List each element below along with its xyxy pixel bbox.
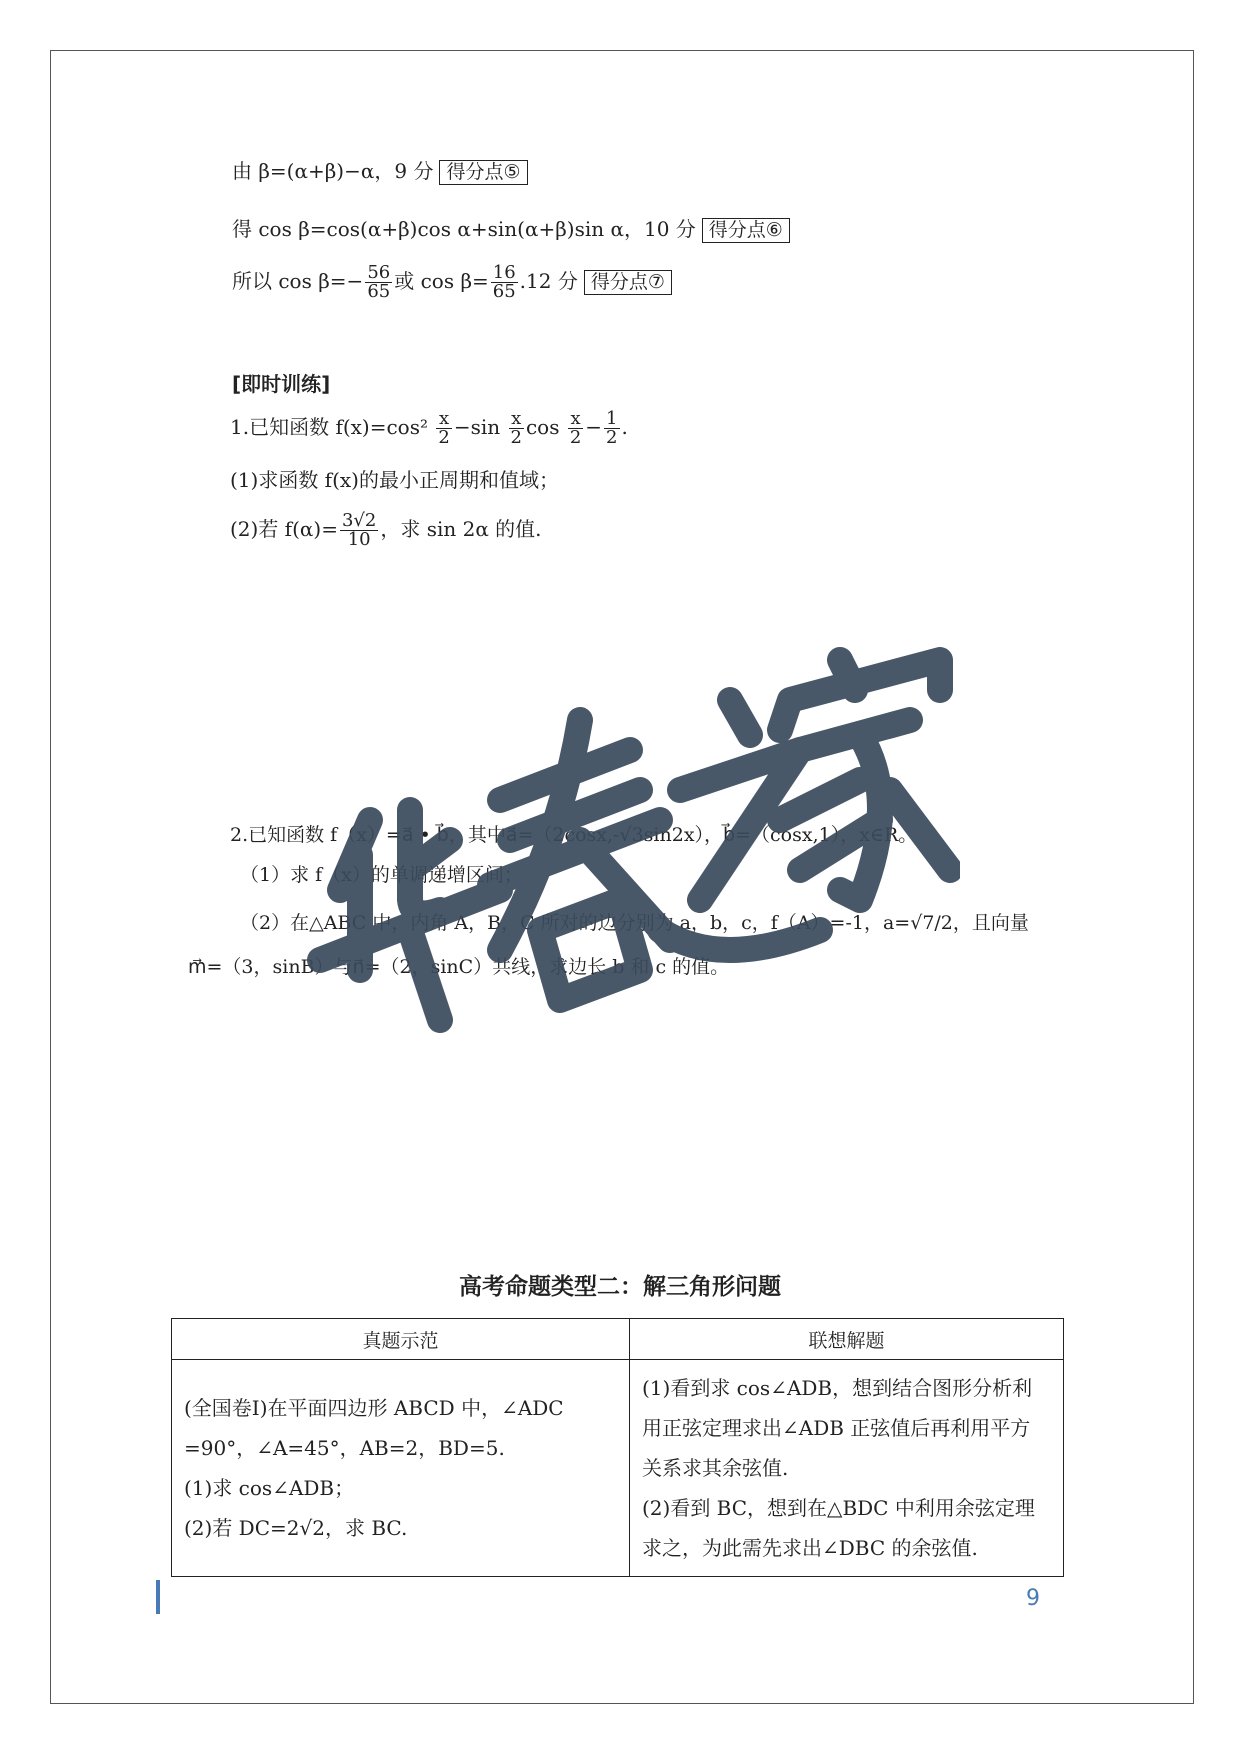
approach-line: 关系求其余弦值. — [642, 1456, 789, 1480]
solution-text-3c: .12 分 — [519, 269, 578, 293]
q1p2-end: ，求 sin 2α 的值. — [380, 517, 542, 541]
example-line: =90°，∠A=45°，AB=2，BD=5. — [184, 1436, 505, 1460]
score-point-tag-6: 得分点⑥ — [702, 218, 790, 243]
question-1-part-1: (1)求函数 f(x)的最小正周期和值域； — [230, 468, 559, 492]
question-2-stem: 2.已知函数 f（x）=a⃗ • b⃗，其中a⃗=（2cosx,-√3sin2x），b⃗=（cosx,1），x∈R。 — [230, 824, 918, 846]
solution-line-1 — [232, 160, 528, 185]
watermark-logo — [300, 640, 960, 1060]
practice-heading: [即时训练] — [232, 372, 331, 396]
solution-text-1: 由 β=(α+β)−α，9 分 — [232, 159, 434, 183]
q1-end: . — [621, 415, 628, 439]
question-2-part-1: （1）求 f（x）的单调递增区间； — [240, 864, 523, 886]
table-cell-example — [172, 1360, 630, 1577]
q1-mid3: − — [585, 415, 603, 439]
fraction-1-2: $\frac{1}{2}$ — [606, 408, 618, 448]
page-accent-bar — [156, 1580, 160, 1614]
approach-line: 求之，为此需先求出∠DBC 的余弦值. — [642, 1536, 978, 1560]
example-line: (1)求 cos∠ADB； — [184, 1476, 355, 1500]
section-title: 高考命题类型二：解三角形问题 — [459, 1274, 781, 1300]
solution-text-3b: 或 cos β= — [394, 269, 489, 293]
score-point-tag-5: 得分点⑤ — [439, 160, 527, 185]
fraction-x-2-b: $\frac{x}{2}$ — [510, 408, 522, 448]
approach-line: (2)看到 BC，想到在△BDC 中利用余弦定理 — [642, 1496, 1035, 1520]
fraction-x-2-c: $\frac{x}{2}$ — [569, 408, 582, 448]
fraction-3root2-10: $\frac{3√2}{10}$ — [341, 510, 377, 550]
table-header-left: 真题示范 — [172, 1319, 630, 1360]
approach-line: 用正弦定理求出∠ADB 正弦值后再利用平方 — [642, 1416, 1031, 1440]
q1-mid2: cos — [525, 415, 560, 439]
table-cell-approach — [630, 1360, 1064, 1577]
fraction-16-65: $\frac{16}{65}$ — [492, 262, 516, 302]
table-row — [172, 1360, 1064, 1577]
question-1-part-2 — [230, 512, 542, 549]
table-header-row — [172, 1319, 1064, 1360]
table-header-right: 联想解题 — [630, 1319, 1064, 1360]
solution-line-2 — [232, 218, 790, 243]
q1p2-lead: (2)若 f(α)= — [230, 517, 338, 541]
example-table — [171, 1318, 1064, 1577]
example-line: (2)若 DC=2√2，求 BC. — [184, 1516, 408, 1540]
score-point-tag-7: 得分点⑦ — [584, 270, 672, 295]
solution-line-3 — [232, 264, 672, 301]
solution-text-3a: 所以 cos β=− — [232, 269, 364, 293]
question-2-part-2-cont: m⃗=（3，sinB）与n⃗=（2，sinC）共线，求边长 b 和 c 的值。 — [188, 956, 730, 978]
approach-line: (1)看到求 cos∠ADB，想到结合图形分析利 — [642, 1376, 1033, 1400]
q1-lead: 1.已知函数 f(x)=cos² — [230, 415, 429, 439]
solution-text-2: 得 cos β=cos(α+β)cos α+sin(α+β)sin α，10 分 — [232, 217, 696, 241]
q1-mid1: −sin — [453, 415, 501, 439]
page-number: 9 — [1026, 1586, 1040, 1611]
question-2-part-2: （2）在△ABC 中，内角 A，B，C 所对的边分别为 a，b，c，f（A）=-1，a=√7/2，且向量 — [240, 912, 1029, 934]
watermark-text: 华春之家 — [300, 640, 304, 641]
example-line: (全国卷Ⅰ)在平面四边形 ABCD 中，∠ADC — [184, 1396, 564, 1420]
question-1-stem — [230, 410, 628, 447]
fraction-x-2-a: $\frac{x}{2}$ — [438, 408, 450, 448]
fraction-56-65: $\frac{56}{65}$ — [367, 262, 391, 302]
